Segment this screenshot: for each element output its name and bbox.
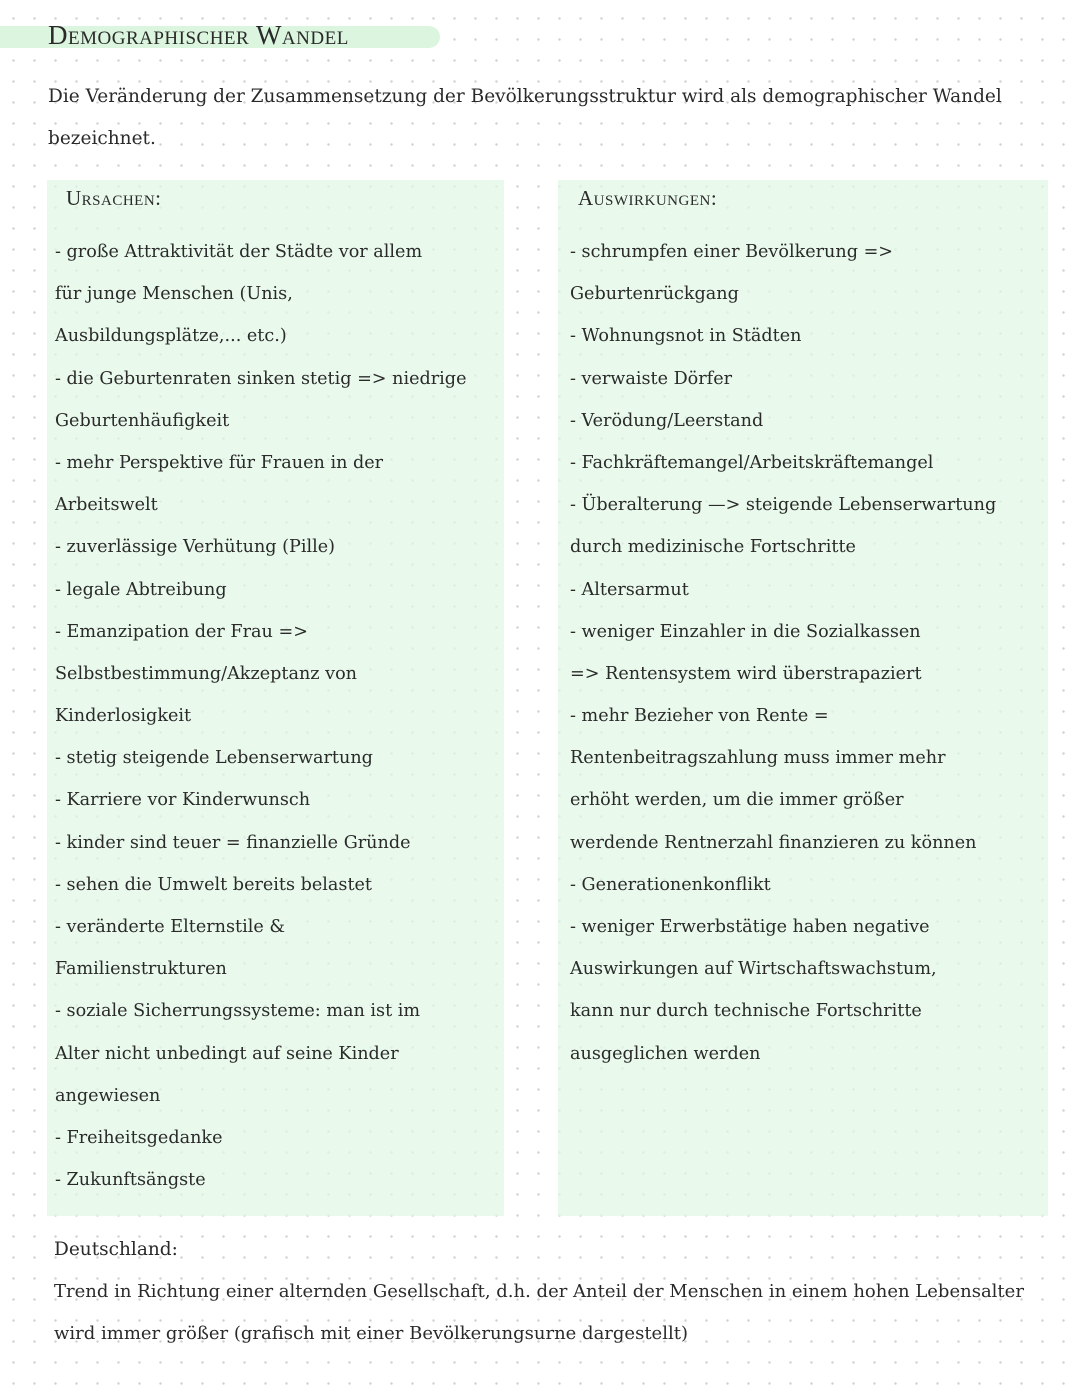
ursachen-line: - Freiheitsgedanke xyxy=(55,1127,223,1148)
ursachen-line: angewiesen xyxy=(55,1085,161,1106)
ursachen-line: Familienstrukturen xyxy=(55,959,227,980)
ursachen-line: Arbeitswelt xyxy=(55,495,158,516)
page-title: Demographischer Wandel xyxy=(48,20,349,50)
deutschland-text: Trend in Richtung einer alternden Gesellschaft, d.h. der Anteil der Menschen in einem hohen Lebensalter wird immer größer (grafisch mit einer Bevölkerungsurne dargestellt) xyxy=(54,1281,1024,1344)
deutschland-heading: Deutschland: xyxy=(54,1239,178,1260)
ursachen-line: Selbstbestimmung/Akzeptanz von xyxy=(55,663,357,684)
auswirkungen-line: => Rentensystem wird überstrapaziert xyxy=(570,663,922,684)
auswirkungen-line: durch medizinische Fortschritte xyxy=(570,537,856,558)
auswirkungen-line: werdende Rentnerzahl finanzieren zu können xyxy=(570,832,977,853)
ursachen-line: - veränderte Elternstile & xyxy=(55,917,285,937)
ursachen-heading: Ursachen: xyxy=(66,186,162,210)
ursachen-line: - große Attraktivität der Städte vor allem xyxy=(55,242,423,262)
auswirkungen-line: ausgeglichen werden xyxy=(570,1043,761,1064)
ursachen-panel xyxy=(47,180,504,1216)
ursachen-list xyxy=(55,231,467,1201)
ursachen-line: - legale Abtreibung xyxy=(55,579,227,600)
auswirkungen-line: - Generationenkonflikt xyxy=(570,874,771,895)
intro-text: Die Veränderung der Zusammensetzung der Bevölkerungsstruktur wird als demographischer Wandel bezeichnet. xyxy=(48,86,1002,149)
ursachen-line: - soziale Sicherrungssysteme: man ist im xyxy=(55,1001,421,1022)
auswirkungen-line: - Wohnungsnot in Städten xyxy=(570,326,802,347)
ursachen-line: - Emanzipation der Frau => xyxy=(55,621,308,642)
auswirkungen-heading: Auswirkungen: xyxy=(578,186,718,210)
ursachen-line: - die Geburtenraten sinken stetig => niedrige xyxy=(55,368,467,389)
ursachen-line: - Zukunftsängste xyxy=(55,1170,206,1191)
ursachen-line: Kinderlosigkeit xyxy=(55,706,192,727)
auswirkungen-line: Rentenbeitragszahlung muss immer mehr xyxy=(570,748,946,769)
ursachen-line: - zuverlässige Verhütung (Pille) xyxy=(55,537,335,558)
auswirkungen-line: - verwaiste Dörfer xyxy=(570,368,733,389)
ursachen-line: Geburtenhäufigkeit xyxy=(55,410,230,431)
auswirkungen-line: kann nur durch technische Fortschritte xyxy=(570,1001,922,1022)
auswirkungen-line: - Fachkräftemangel/Arbeitskräftemangel xyxy=(570,452,934,473)
auswirkungen-line: - Altersarmut xyxy=(570,579,689,600)
auswirkungen-panel xyxy=(558,180,1048,1216)
auswirkungen-line: - Verödung/Leerstand xyxy=(570,410,764,431)
auswirkungen-line: - Überalterung —> steigende Lebenserwartung xyxy=(570,495,997,516)
ursachen-line: für junge Menschen (Unis, xyxy=(55,284,293,305)
auswirkungen-line: Geburtenrückgang xyxy=(570,284,739,305)
ursachen-line: - stetig steigende Lebenserwartung xyxy=(55,748,373,769)
auswirkungen-line: - weniger Erwerbstätige haben negative xyxy=(570,917,930,937)
auswirkungen-line: erhöht werden, um die immer größer xyxy=(570,790,904,811)
ursachen-line: - kinder sind teuer = finanzielle Gründe xyxy=(55,832,411,853)
auswirkungen-line: - mehr Bezieher von Rente = xyxy=(570,706,829,727)
ursachen-line: Ausbildungsplätze,... etc.) xyxy=(55,326,287,347)
ursachen-line: - Karriere vor Kinderwunsch xyxy=(55,790,311,811)
ursachen-line: Alter nicht unbedingt auf seine Kinder xyxy=(55,1043,399,1064)
auswirkungen-list xyxy=(570,231,996,1075)
auswirkungen-line: - weniger Einzahler in die Sozialkassen xyxy=(570,621,921,642)
auswirkungen-line: Auswirkungen auf Wirtschaftswachstum, xyxy=(570,959,937,980)
ursachen-line: - sehen die Umwelt bereits belastet xyxy=(55,874,372,895)
ursachen-line: - mehr Perspektive für Frauen in der xyxy=(55,452,384,473)
auswirkungen-line: - schrumpfen einer Bevölkerung => xyxy=(570,242,894,262)
